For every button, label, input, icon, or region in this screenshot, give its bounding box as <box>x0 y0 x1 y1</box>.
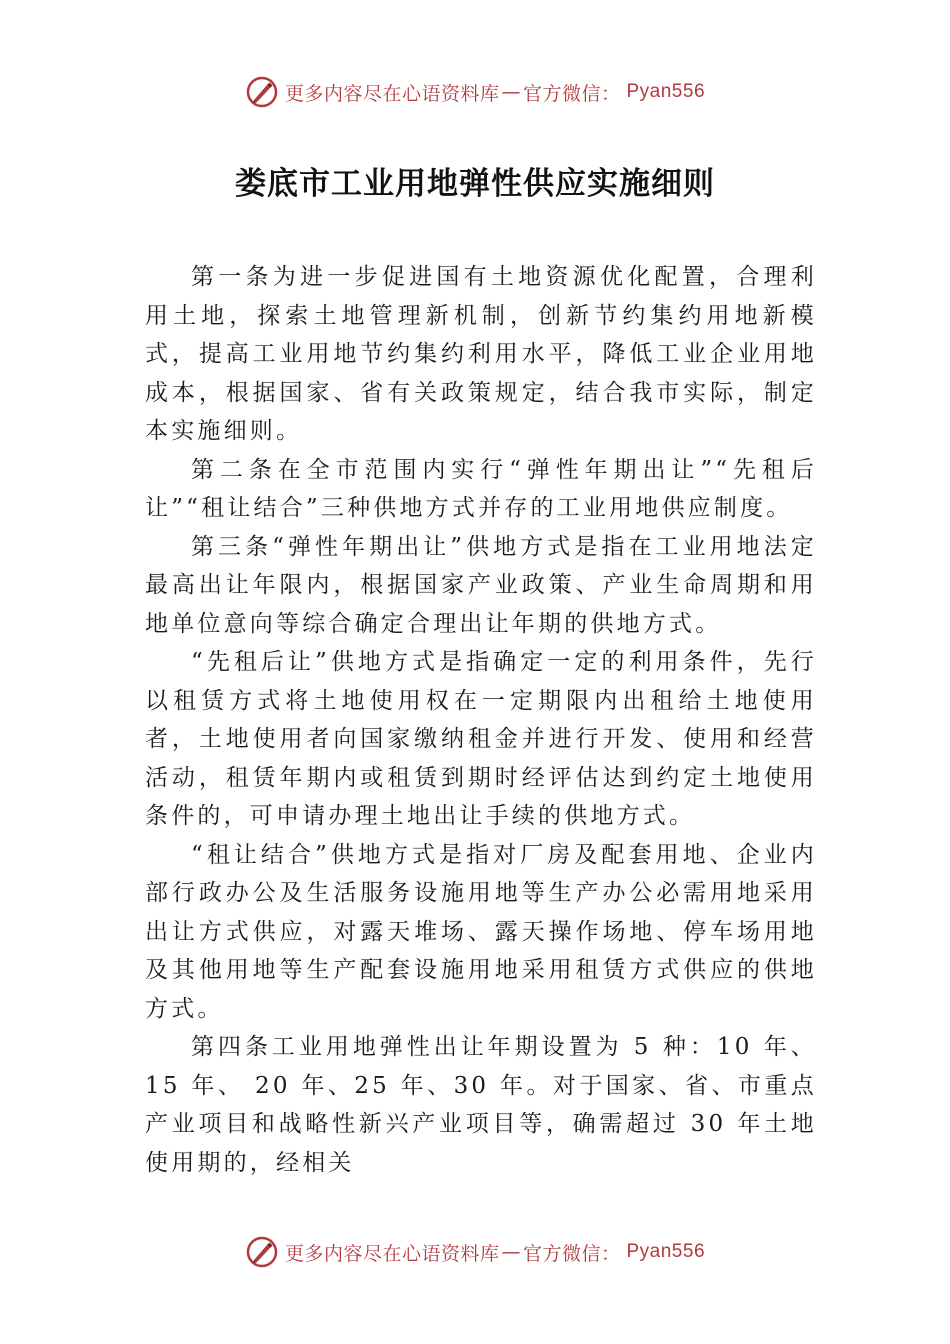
watermark-separator: — <box>501 1241 521 1263</box>
paragraph-article-2: 第二条在全市范围内实行“弹性年期出让”“先租后让”“租让结合”三种供地方式并存的工业用地供应制度。 <box>145 456 817 521</box>
watermark-separator: — <box>501 81 521 103</box>
watermark-wechat-id: Pyan556 <box>626 81 706 102</box>
document-body <box>145 258 817 1182</box>
pen-logo-icon <box>245 1235 279 1269</box>
paragraph-lease-then-transfer: “先租后让”供地方式是指确定一定的利用条件，先行以租赁方式将土地使用权在一定期限内出租给土地使用者，土地使用者向国家缴纳租金并进行开发、使用和经营活动，租赁年期内或租赁到期时经评估达到约定土地使用条件的，可申请办理土地出让手续的供地方式。 <box>145 649 817 829</box>
watermark-header <box>0 70 950 114</box>
paragraph-lease-transfer-combined: “租让结合”供地方式是指对厂房及配套用地、企业内部行政办公及生活服务设施用地等生产办公必需用地采用出让方式供应，对露天堆场、露天操作场地、停车场用地及其他用地等生产配套设施用地采用租赁方式供应的供地方式。 <box>145 841 817 1022</box>
watermark-label: 官方微信： <box>522 1242 621 1265</box>
watermark-text: 更多内容尽在心语资料库 <box>284 1242 500 1265</box>
watermark-footer <box>0 1230 950 1274</box>
document-title: 娄底市工业用地弹性供应实施细则 <box>235 166 715 202</box>
pen-logo-icon <box>245 75 279 109</box>
paragraph-article-4: 第四条工业用地弹性出让年期设置为 5 种：10 年、15 年、 20 年、25 年、30 年。对于国家、省、市重点产业项目和战略性新兴产业项目等，确需超过 30 年土地使用期的，经相关 <box>145 1034 817 1176</box>
watermark-wechat-id: Pyan556 <box>626 1241 706 1262</box>
watermark-label: 官方微信： <box>522 82 621 105</box>
watermark-text: 更多内容尽在心语资料库 <box>284 82 500 105</box>
paragraph-article-3: 第三条“弹性年期出让”供地方式是指在工业用地法定最高出让年限内，根据国家产业政策、产业生命周期和用地单位意向等综合确定合理出让年期的供地方式。 <box>145 533 817 637</box>
paragraph-article-1: 第一条为进一步促进国有土地资源优化配置，合理利用土地，探索土地管理新机制，创新节约集约用地新模式，提高工业用地节约集约利用水平，降低工业企业用地成本，根据国家、省有关政策规定，结合我市实际，制定本实施细则。 <box>145 264 817 444</box>
